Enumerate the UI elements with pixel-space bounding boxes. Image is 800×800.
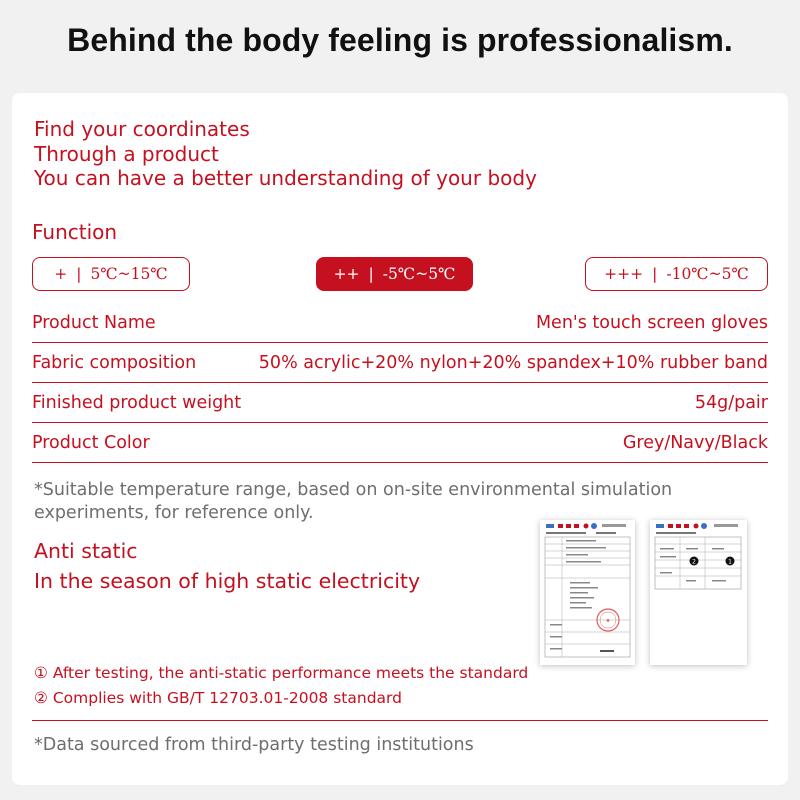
svg-text:2: 2: [692, 558, 696, 566]
test-report-image-1: [540, 520, 635, 665]
spec-row: [32, 303, 768, 343]
data-source-note: *Data sourced from third-party testing institutions: [34, 735, 474, 755]
spec-label: Fabric composition: [32, 352, 197, 373]
spec-value: 50% acrylic+20% nylon+20% spandex+10% rubber band: [258, 352, 768, 373]
anti-static-description: In the season of high static electricity: [34, 569, 421, 593]
anti-static-points: [34, 661, 528, 711]
spec-table: [32, 303, 768, 463]
warmth-level-2-badge: [316, 257, 473, 291]
intro-line-3: You can have a better understanding of your body: [34, 166, 537, 190]
intro-line-2: Through a product: [34, 141, 219, 166]
warmth-level-mark: +++: [604, 265, 644, 283]
warmth-level-3-badge: [585, 257, 768, 291]
spec-row: [32, 343, 768, 383]
spec-value: 54g/pair: [694, 392, 768, 413]
page-headline: Behind the body feeling is professionalism.: [67, 22, 733, 58]
svg-text:★: ★: [605, 618, 611, 624]
intro-text: [34, 117, 537, 191]
spec-label: Product Name: [32, 312, 156, 333]
spec-value: Grey/Navy/Black: [622, 432, 768, 453]
warmth-level-range: -5℃~5℃: [382, 265, 456, 283]
warmth-level-1-badge: [32, 257, 190, 291]
warmth-level-range: -10℃~5℃: [666, 265, 749, 283]
spec-row: [32, 423, 768, 463]
anti-static-point: ① After testing, the anti-static performance meets the standard: [34, 664, 529, 682]
temperature-note: *Suitable temperature range, based on on-site environmental simulation experiments, for reference only.: [34, 480, 673, 523]
spec-value: Men's touch screen gloves: [535, 312, 768, 333]
spec-label: Product Color: [32, 432, 150, 453]
spec-label: Finished product weight: [32, 392, 242, 413]
anti-static-title: Anti static: [34, 539, 138, 563]
intro-line-1: Find your coordinates: [34, 117, 250, 141]
function-title: Function: [32, 220, 118, 244]
warmth-level-mark: +: [54, 265, 68, 283]
product-info-card: [12, 93, 788, 785]
separator: |: [652, 265, 658, 283]
warmth-level-range: 5℃~15℃: [90, 265, 168, 283]
separator: |: [76, 265, 82, 283]
anti-static-point: ② Complies with GB/T 12703.01-2008 standard: [34, 689, 402, 707]
test-report-image-2: [650, 520, 747, 665]
divider: [32, 720, 768, 721]
separator: |: [368, 265, 374, 283]
svg-text:1: 1: [728, 558, 732, 566]
warmth-level-mark: ++: [333, 265, 360, 283]
spec-row: [32, 383, 768, 423]
